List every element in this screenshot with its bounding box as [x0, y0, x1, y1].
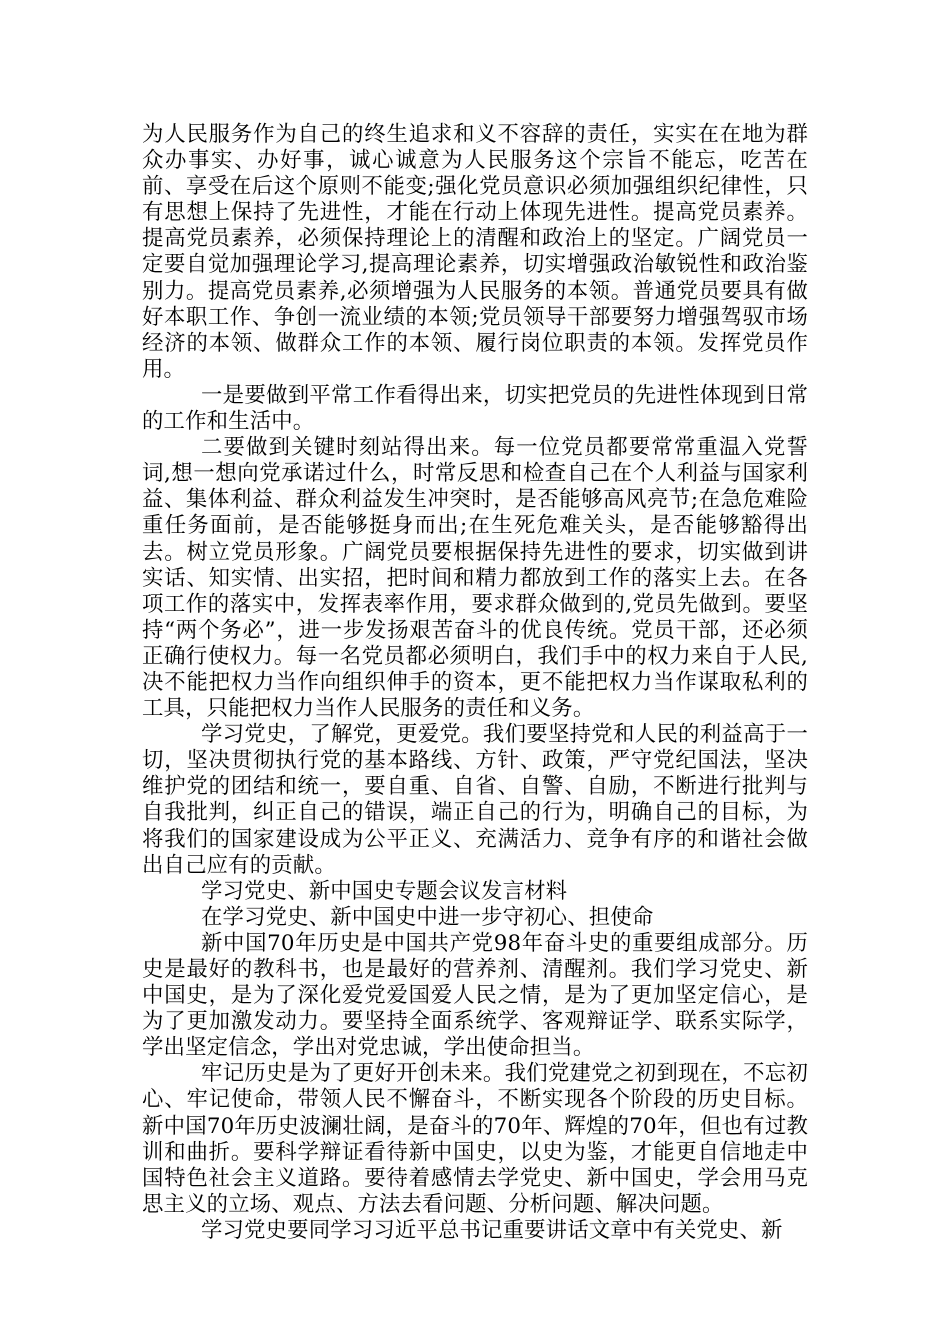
paragraph-7: 新中国70年历史是中国共产党98年奋斗史的重要组成部分。历史是最好的教科书，也是最好的营养剂、清醒剂。我们学习党史、新中国史，是为了深化爱党爱国爱人民之情，是为了更加坚定信心，是为了更加激发动力。要坚持全面系统学、客观辩证学、联系实际学，学出坚定信念，学出对党忠诚，学出使命担当。 [142, 930, 808, 1061]
paragraph-4: 学习党史，了解党，更爱党。我们要坚持党和人民的利益高于一切，坚决贯彻执行党的基本路线、方针、政策，严守党纪国法，坚决维护党的团结和统一，要自重、自省、自警、自励，不断进行批判与自我批判，纠正自己的错误，端正自己的行为，明确自己的目标，为将我们的国家建设成为公平正义、充满活力、竞争有序的和谐社会做出自己应有的贡献。 [142, 722, 808, 878]
paragraph-1: 为人民服务作为自己的终生追求和义不容辞的责任，实实在在地为群众办事实、办好事，诚心诚意为人民服务这个宗旨不能忘，吃苦在前、享受在后这个原则不能变;强化党员意识必须加强组织纪律性，只有思想上保持了先进性，才能在行动上体现先进性。提高党员素养。提高党员素养，必须保持理论上的清醒和政治上的坚定。广阔党员一定要自觉加强理论学习,提高理论素养，切实增强政治敏锐性和政治鉴别力。提高党员素养,必须增强为人民服务的本领。普通党员要具有做好本职工作、争创一流业绩的本领;党员领导干部要努力增强驾驭市场经济的本领、做群众工作的本领、履行岗位职责的本领。发挥党员作用。 [142, 122, 808, 382]
paragraph-9: 学习党史要同学习习近平总书记重要讲话文章中有关党史、新 [201, 1217, 783, 1243]
paragraph-2: 一是要做到平常工作看得出来，切实把党员的先进性体现到日常的工作和生活中。 [142, 382, 808, 435]
paragraph-8: 牢记历史是为了更好开创未来。我们党建党之初到现在，不忘初心、牢记使命，带领人民不懈奋斗，不断实现各个阶段的历史目标。新中国70年历史波澜壮阔，是奋斗的70年、辉煌的70年，但也有过教训和曲折。要科学辩证看待新中国史，以史为鉴，才能更自信地走中国特色社会主义道路。要待着感情去学党史、新中国史，学会用马克思主义的立场、观点、方法去看问题、分析问题、解决问题。 [142, 1061, 808, 1217]
paragraph-3: 二要做到关键时刻站得出来。每一位党员都要常常重温入党誓词,想一想向党承诺过什么，时常反思和检查自己在个人利益与国家利益、集体利益、群众利益发生冲突时，是否能够高风亮节;在急危难险重任务面前，是否能够挺身而出;在生死危难关头，是否能够豁得出去。树立党员形象。广阔党员要根据保持先进性的要求，切实做到讲实话、知实情、出实招，把时间和精力都放到工作的落实上去。在各项工作的落实中，发挥表率作用，要求群众做到的,党员先做到。要坚持“两个务必”，进一步发扬艰苦奋斗的优良传统。党员干部，还必须正确行使权力。每一名党员都必须明白，我们手中的权力来自于人民,决不能把权力当作向组织伸手的资本，更不能把权力当作谋取私利的工具，只能把权力当作人民服务的责任和义务。 [142, 435, 808, 722]
document-body [142, 122, 808, 1244]
section-heading: 学习党史、新中国史专题会议发言材料 [201, 878, 568, 904]
section-subheading: 在学习党史、新中国史中进一步守初心、担使命 [201, 904, 654, 930]
